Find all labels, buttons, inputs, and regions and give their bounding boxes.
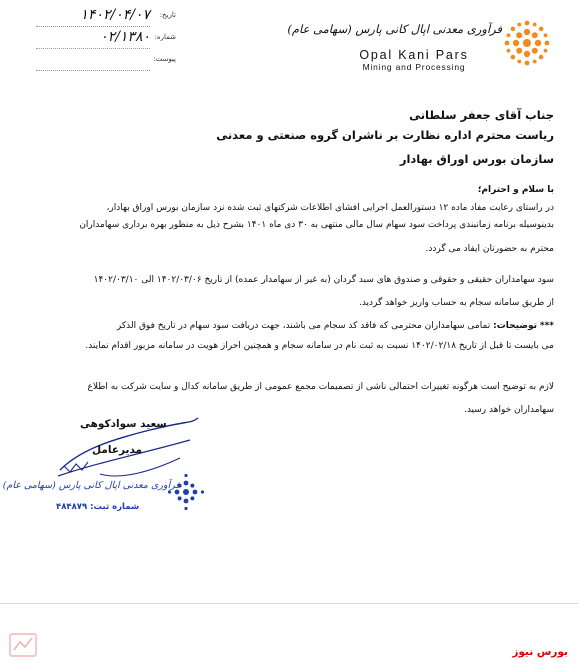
attachment-line [36,70,150,71]
date-line [36,26,150,27]
paragraph-1-line-1: در راستای رعایت مفاد ماده ۱۲ دستورالعمل اجرایی افشای اطلاعات شرکتهای ثبت شده نزد سازمان بورس اوراق بهادار، [106,203,554,213]
stamp-registration-number: شماره ثبت: ۴۸۴۸۷۹ [56,502,140,512]
paragraph-3-line-2: سهامداران خواهد رسید. [463,405,554,415]
company-logo-text [287,22,502,72]
company-name-en: Opal Kani Pars [359,48,469,62]
letter-meta [36,8,176,74]
number-value: ۰۲/۱۳۸۰ [100,29,150,45]
date-value: ۱۴۰۲/۰۴/۰۷ [80,7,150,23]
date-row [36,8,176,30]
paragraph-3-line-1: لازم به توضیح است هرگونه تغییرات احتمالی ناشی از تصمیمات مجمع عمومی از طریق سامانه کدال و سایت شرکت به اطلاع [87,382,554,392]
company-logo-icon [504,20,550,66]
page-divider [0,603,578,604]
paragraph-1-line-2: بدینوسیله برنامه زمانبندی پرداخت سود سهام سال مالی منتهی به ۳۰ دی ماه ۱۴۰۱ بشرح ذیل به منظور بهره برداری سهامداران [79,220,554,230]
company-stamp [2,470,206,526]
note-line-2: می بایست تا قبل از تاریخ ۱۴۰۲/۰۲/۱۸ نسبت به ثبت نام در سامانه سجام و همچنین احراز هویت در سامانه مزبور اقدام نمایند. [85,341,554,351]
paragraph-2-line-2: از طریق سامانه سجام به حساب واریز خواهد گردید. [358,298,554,308]
paragraph-1-line-3: محترم به حضورتان ایفاد می گردد. [425,244,554,254]
company-name-fa: فرآوری معدنی اپال کانی پارس (سهامی عام) [287,22,502,36]
addressee-title: ریاست محترم اداره نظارت بر ناشران گروه صنعتی و معدنی [216,128,554,142]
greeting: با سلام و احترام؛ [477,185,554,195]
news-source: بورس نیوز [512,646,568,658]
paragraph-2-line-1: سود سهامداران حقیقی و حقوقی و صندوق های سبد گردان (به غیر از سهامدار عمده) از تاریخ ۱۴۰۲/۰۳/۰۶ الی ۱۴۰۲/۰۳/۱۰ [93,275,554,285]
date-label: تاریخ: [159,11,176,19]
addressee-organization: سازمان بورس اوراق بهادار [399,152,554,166]
note-line-1 [117,318,554,335]
company-tagline: Mining and Processing [362,62,466,72]
note-marker: *** [539,321,554,331]
note-title: توضیحات: [493,321,537,331]
number-line [36,48,150,49]
signatory-name: سعید سوادکوهی [80,418,167,430]
stamp-company-name: فرآوری معدنی اپال کانی پارس (سهامی عام) [2,480,180,491]
watermark-icon [6,628,40,662]
number-label: شماره: [154,33,176,41]
addressee-name: جناب آقای جعفر سلطانی [409,108,554,122]
signatory-title: مدیرعامل [92,444,143,456]
attachment-row [36,52,176,74]
number-row [36,30,176,52]
attachment-label: پیوست: [153,55,176,63]
note-text-1: تمامی سهامداران محترمی که فاقد کد سجام می باشند، جهت دریافت سود سهام در تاریخ فوق الذکر [116,321,491,331]
